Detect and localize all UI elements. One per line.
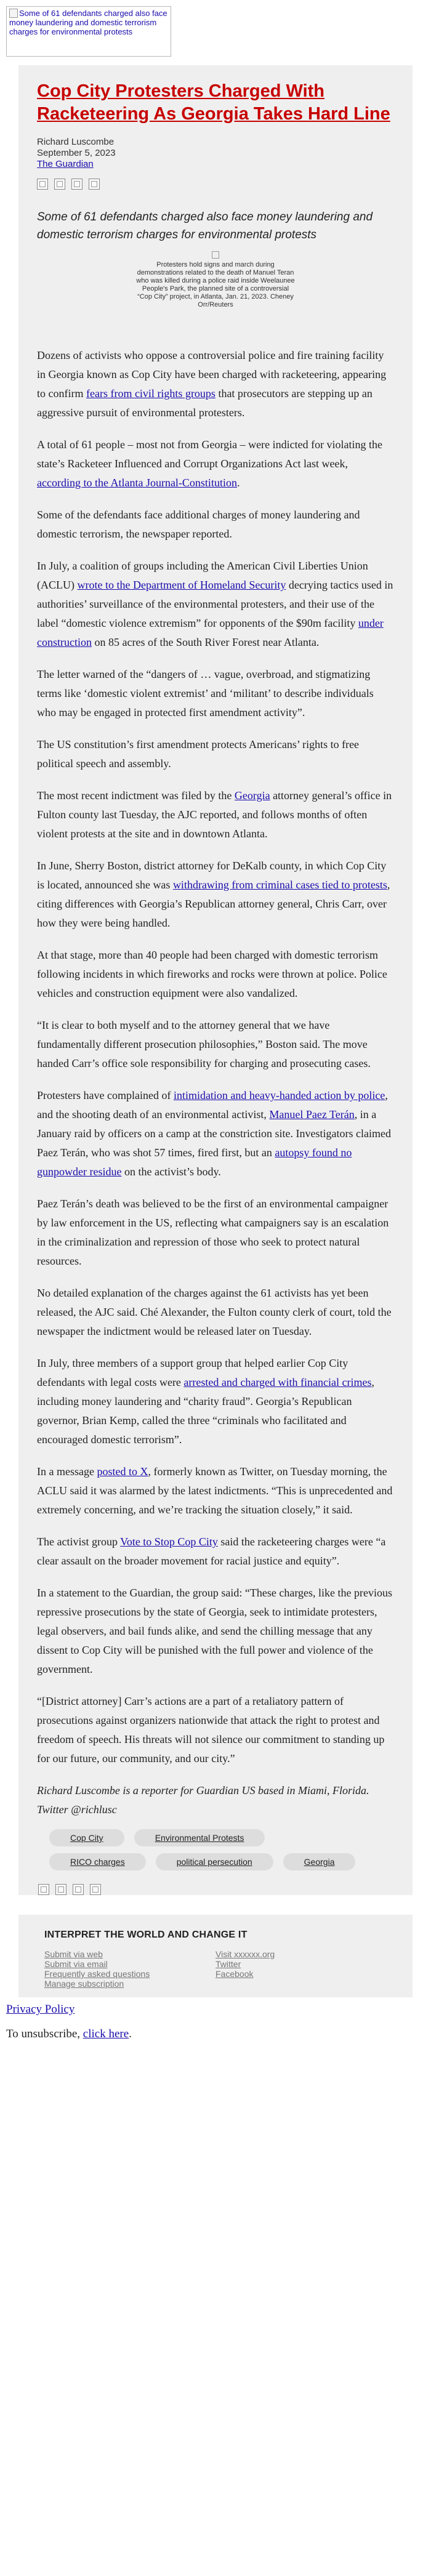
- inline-link[interactable]: arrested and charged with financial crimes: [183, 1376, 372, 1388]
- tag-chip[interactable]: RICO charges: [49, 1853, 146, 1870]
- paragraph-text: The US constitution’s first amendment protects Americans’ rights to free political speech and assembly.: [37, 738, 360, 770]
- paragraph-text: No detailed explanation of the charges against the 61 activists has yet been released, the AJC said. Ché Alexander, the Fulton county clerk of court, told the newspaper the indictment would be released later on Tuesday.: [37, 1287, 392, 1337]
- article-paragraph: [37, 1692, 394, 1768]
- inline-link[interactable]: Vote to Stop Cop City: [120, 1536, 218, 1548]
- share-icon[interactable]: [71, 179, 83, 190]
- article-paragraph: [37, 1086, 394, 1181]
- header-image-alt: Some of 61 defendants charged also face money laundering and domestic terrorism charges for environmental protests: [9, 9, 167, 36]
- footer-link[interactable]: Submit via email: [44, 1959, 108, 1969]
- article-paragraph: [37, 946, 394, 1003]
- header-image[interactable]: [6, 6, 171, 57]
- article-title[interactable]: Cop City Protesters Charged With Racketeering As Georgia Takes Hard Line: [37, 81, 390, 124]
- share-icons: [37, 179, 394, 190]
- inline-link[interactable]: intimidation and heavy-handed action by police: [173, 1089, 385, 1101]
- paragraph-text: The activist group: [37, 1536, 121, 1548]
- footer-link[interactable]: Frequently asked questions: [44, 1969, 150, 1979]
- inline-link[interactable]: under construction: [37, 617, 384, 648]
- paragraph-text: attorney general’s office in Fulton county last Tuesday, the AJC reported, and follows months of often violent protests at the site and in downtown Atlanta.: [37, 789, 392, 840]
- paragraph-text: The letter warned of the “dangers of … vague, overbroad, and stigmatizing terms like ‘domestic violent extremist’ and ‘militant’ to describe individuals who may be engaged in protected first amendment activity”.: [37, 668, 374, 718]
- article-paragraph: [37, 1584, 394, 1679]
- article-paragraph: [37, 665, 394, 722]
- paragraph-text: “It is clear to both myself and to the attorney general that we have fundamentally different prosecution philosophies,” Boston said. The move handed Carr’s office sole responsibility for charging and prosecuting cases.: [37, 1019, 371, 1069]
- paragraph-text: The most recent indictment was filed by the: [37, 789, 235, 802]
- paragraph-text: In a statement to the Guardian, the group said: “These charges, like the previous repressive prosecutions by the state of Georgia, seek to intimidate protesters, legal observers, and bail funds alike, and send the chilling message that any dissent to Cop City will be punished with the full power and violence of the government.: [37, 1587, 392, 1675]
- article-paragraph: [37, 505, 394, 544]
- footer-link[interactable]: Manage subscription: [44, 1979, 124, 1989]
- share-icons-bottom: [38, 1884, 394, 1895]
- share-icon[interactable]: [73, 1884, 84, 1895]
- figure-caption: Protesters hold signs and march during demonstrations related to the death of Manuel Teran who was killed during a police raid inside Weelaunee People's Park, the planned site of a controversial “Cop City” project, in Atlanta, Jan. 21, 2023. Cheney Orr/Reuters: [136, 261, 295, 308]
- footer-right-links: [216, 1949, 387, 1989]
- inline-link[interactable]: Georgia: [234, 789, 270, 802]
- footer-link[interactable]: Visit xxxxxx.org: [216, 1949, 275, 1959]
- paragraph-text: Dozens of activists who oppose a controversial police and fire training facility in Georgia known as Cop City have been charged with racketeering, appearing to confirm: [37, 349, 387, 400]
- unsubscribe-link[interactable]: click here: [83, 2027, 129, 2040]
- share-icon[interactable]: [38, 1884, 49, 1895]
- tag-chip[interactable]: Environmental Protests: [134, 1829, 265, 1846]
- paragraph-text: , formerly known as Twitter, on Tuesday morning, the ACLU said it was alarmed by the latest indictments. “This is unprecedented and extremely concerning, and we’re tracking the situation closely,” it said.: [37, 1465, 393, 1516]
- article-paragraph: [37, 435, 394, 493]
- paragraph-text: on 85 acres of the South River Forest near Atlanta.: [91, 636, 320, 648]
- inline-link[interactable]: posted to X: [97, 1465, 148, 1478]
- unsubscribe-text: To unsubscribe,: [6, 2027, 83, 2040]
- article-figure: [135, 251, 296, 309]
- footer-link[interactable]: Submit via web: [44, 1949, 103, 1959]
- article-paragraph: [37, 1016, 394, 1073]
- paragraph-text: , citing differences with Georgia’s Republican attorney general, Chris Carr, over how they were being handled.: [37, 879, 390, 929]
- paragraph-text: Protesters have complained of: [37, 1089, 174, 1101]
- paragraph-text: In June, Sherry Boston, district attorney for DeKalb county, in which Cop City is located, announced she was: [37, 859, 387, 891]
- paragraph-text: “[District attorney] Carr’s actions are a part of a retaliatory pattern of prosecutions against organizers nationwide that attack the right to protest and freedom of speech. His threats will not silence our commitment to standing up for our future, our community, and our city.”: [37, 1695, 385, 1765]
- article-paragraph: [37, 346, 394, 422]
- publish-date: September 5, 2023: [37, 148, 116, 158]
- legal-section: [0, 1997, 431, 2042]
- footer-link[interactable]: Twitter: [216, 1959, 241, 1969]
- inline-link[interactable]: wrote to the Department of Homeland Security: [77, 579, 286, 591]
- paragraph-text: on the activist’s body.: [121, 1165, 221, 1178]
- paragraph-text: Some of the defendants face additional charges of money laundering and domestic terrorism, the newspaper reported.: [37, 509, 360, 540]
- inline-link[interactable]: Manuel Paez Terán: [269, 1108, 355, 1121]
- paragraph-text: decrying tactics used in authorities’ surveillance of the environmental protesters, and their use of the label “domestic violence extremism” for opponents of the $90m facility: [37, 579, 393, 629]
- paragraph-text: A total of 61 people – most not from Georgia – were indicted for violating the state’s Racketeer Influenced and Corrupt Organizations Act last week,: [37, 438, 383, 470]
- paragraph-text: In July, three members of a support group that helped earlier Cop City defendants with legal costs were: [37, 1357, 348, 1388]
- author: Richard Luscombe: [37, 137, 115, 147]
- share-icon[interactable]: [55, 1884, 66, 1895]
- article-paragraph: [37, 735, 394, 773]
- image-placeholder-icon: [212, 251, 219, 259]
- standfirst: Some of 61 defendants charged also face money laundering and domestic terrorism charges for environmental protests: [37, 211, 373, 241]
- share-icon[interactable]: [90, 1884, 101, 1895]
- article-body: [37, 346, 394, 1768]
- broken-image-icon: [9, 9, 18, 18]
- inline-link[interactable]: fears from civil rights groups: [86, 387, 216, 400]
- paragraph-text: , in a January raid by officers on a camp at the constriction site. Investigators claimed Paez Terán, who was shot 57 times, fired first, but an: [37, 1108, 391, 1159]
- article-paragraph: [37, 1194, 394, 1271]
- paragraph-text: said the racketeering charges were “a clear assault on the broader movement for racial justice and equity”.: [37, 1536, 386, 1567]
- inline-link[interactable]: according to the Atlanta Journal-Constitution: [37, 477, 237, 489]
- article-paragraph: [37, 1354, 394, 1449]
- inline-link[interactable]: autopsy found no gunpowder residue: [37, 1146, 352, 1178]
- unsubscribe-line: [6, 2027, 425, 2042]
- paragraph-text: that prosecutors are stepping up an aggressive pursuit of environmental protesters.: [37, 387, 373, 419]
- footer-link[interactable]: Facebook: [216, 1969, 254, 1979]
- article-paragraph: [37, 856, 394, 933]
- inline-link[interactable]: withdrawing from criminal cases tied to protests: [172, 879, 387, 891]
- source-link[interactable]: The Guardian: [37, 159, 94, 169]
- paragraph-text: Paez Terán’s death was believed to be the first of an environmental campaigner by law enforcement in the US, reflecting what campaigners say is an escalation in the criminalization and repression of those who seek to protect natural resources.: [37, 1197, 389, 1267]
- share-icon[interactable]: [37, 179, 48, 190]
- footer-card: [18, 1915, 413, 1997]
- paragraph-text: , and the shooting death of an environmental activist,: [37, 1089, 388, 1121]
- paragraph-text: , including money laundering and “charity fraud”. Georgia’s Republican governor, Brian Kemp, called the three “criminals who facilitated and encouraged domestic terrorism”.: [37, 1376, 374, 1446]
- byline: [37, 137, 394, 170]
- article-paragraph: [37, 786, 394, 843]
- paragraph-text: At that stage, more than 40 people had been charged with domestic terrorism following incidents in which fireworks and rocks were thrown at police. Police vehicles and construction equipment were also vandalized.: [37, 949, 387, 999]
- article-card: [18, 65, 413, 1895]
- footer-left-links: [44, 1949, 216, 1989]
- privacy-policy-link[interactable]: Privacy Policy: [6, 2003, 75, 2016]
- share-icon[interactable]: [54, 179, 65, 190]
- author-bio: Richard Luscombe is a reporter for Guardian US based in Miami, Florida. Twitter @richlusc: [37, 1784, 369, 1816]
- footer-heading: INTERPRET THE WORLD AND CHANGE IT: [44, 1930, 248, 1940]
- article-paragraph: [37, 1462, 394, 1519]
- article-paragraph: [37, 557, 394, 652]
- unsubscribe-end: .: [129, 2027, 132, 2040]
- paragraph-text: In a message: [37, 1465, 97, 1478]
- paragraph-text: .: [236, 477, 240, 489]
- tag-chip[interactable]: political persecution: [156, 1853, 273, 1870]
- tag-chip[interactable]: Cop City: [49, 1829, 124, 1846]
- paragraph-text: In July, a coalition of groups including the American Civil Liberties Union (ACLU): [37, 560, 368, 591]
- tag-chip[interactable]: Georgia: [283, 1853, 356, 1870]
- tag-list: [49, 1829, 357, 1870]
- article-paragraph: [37, 1284, 394, 1341]
- article-paragraph: [37, 1532, 394, 1571]
- share-icon[interactable]: [89, 179, 100, 190]
- footer: [37, 1915, 394, 1997]
